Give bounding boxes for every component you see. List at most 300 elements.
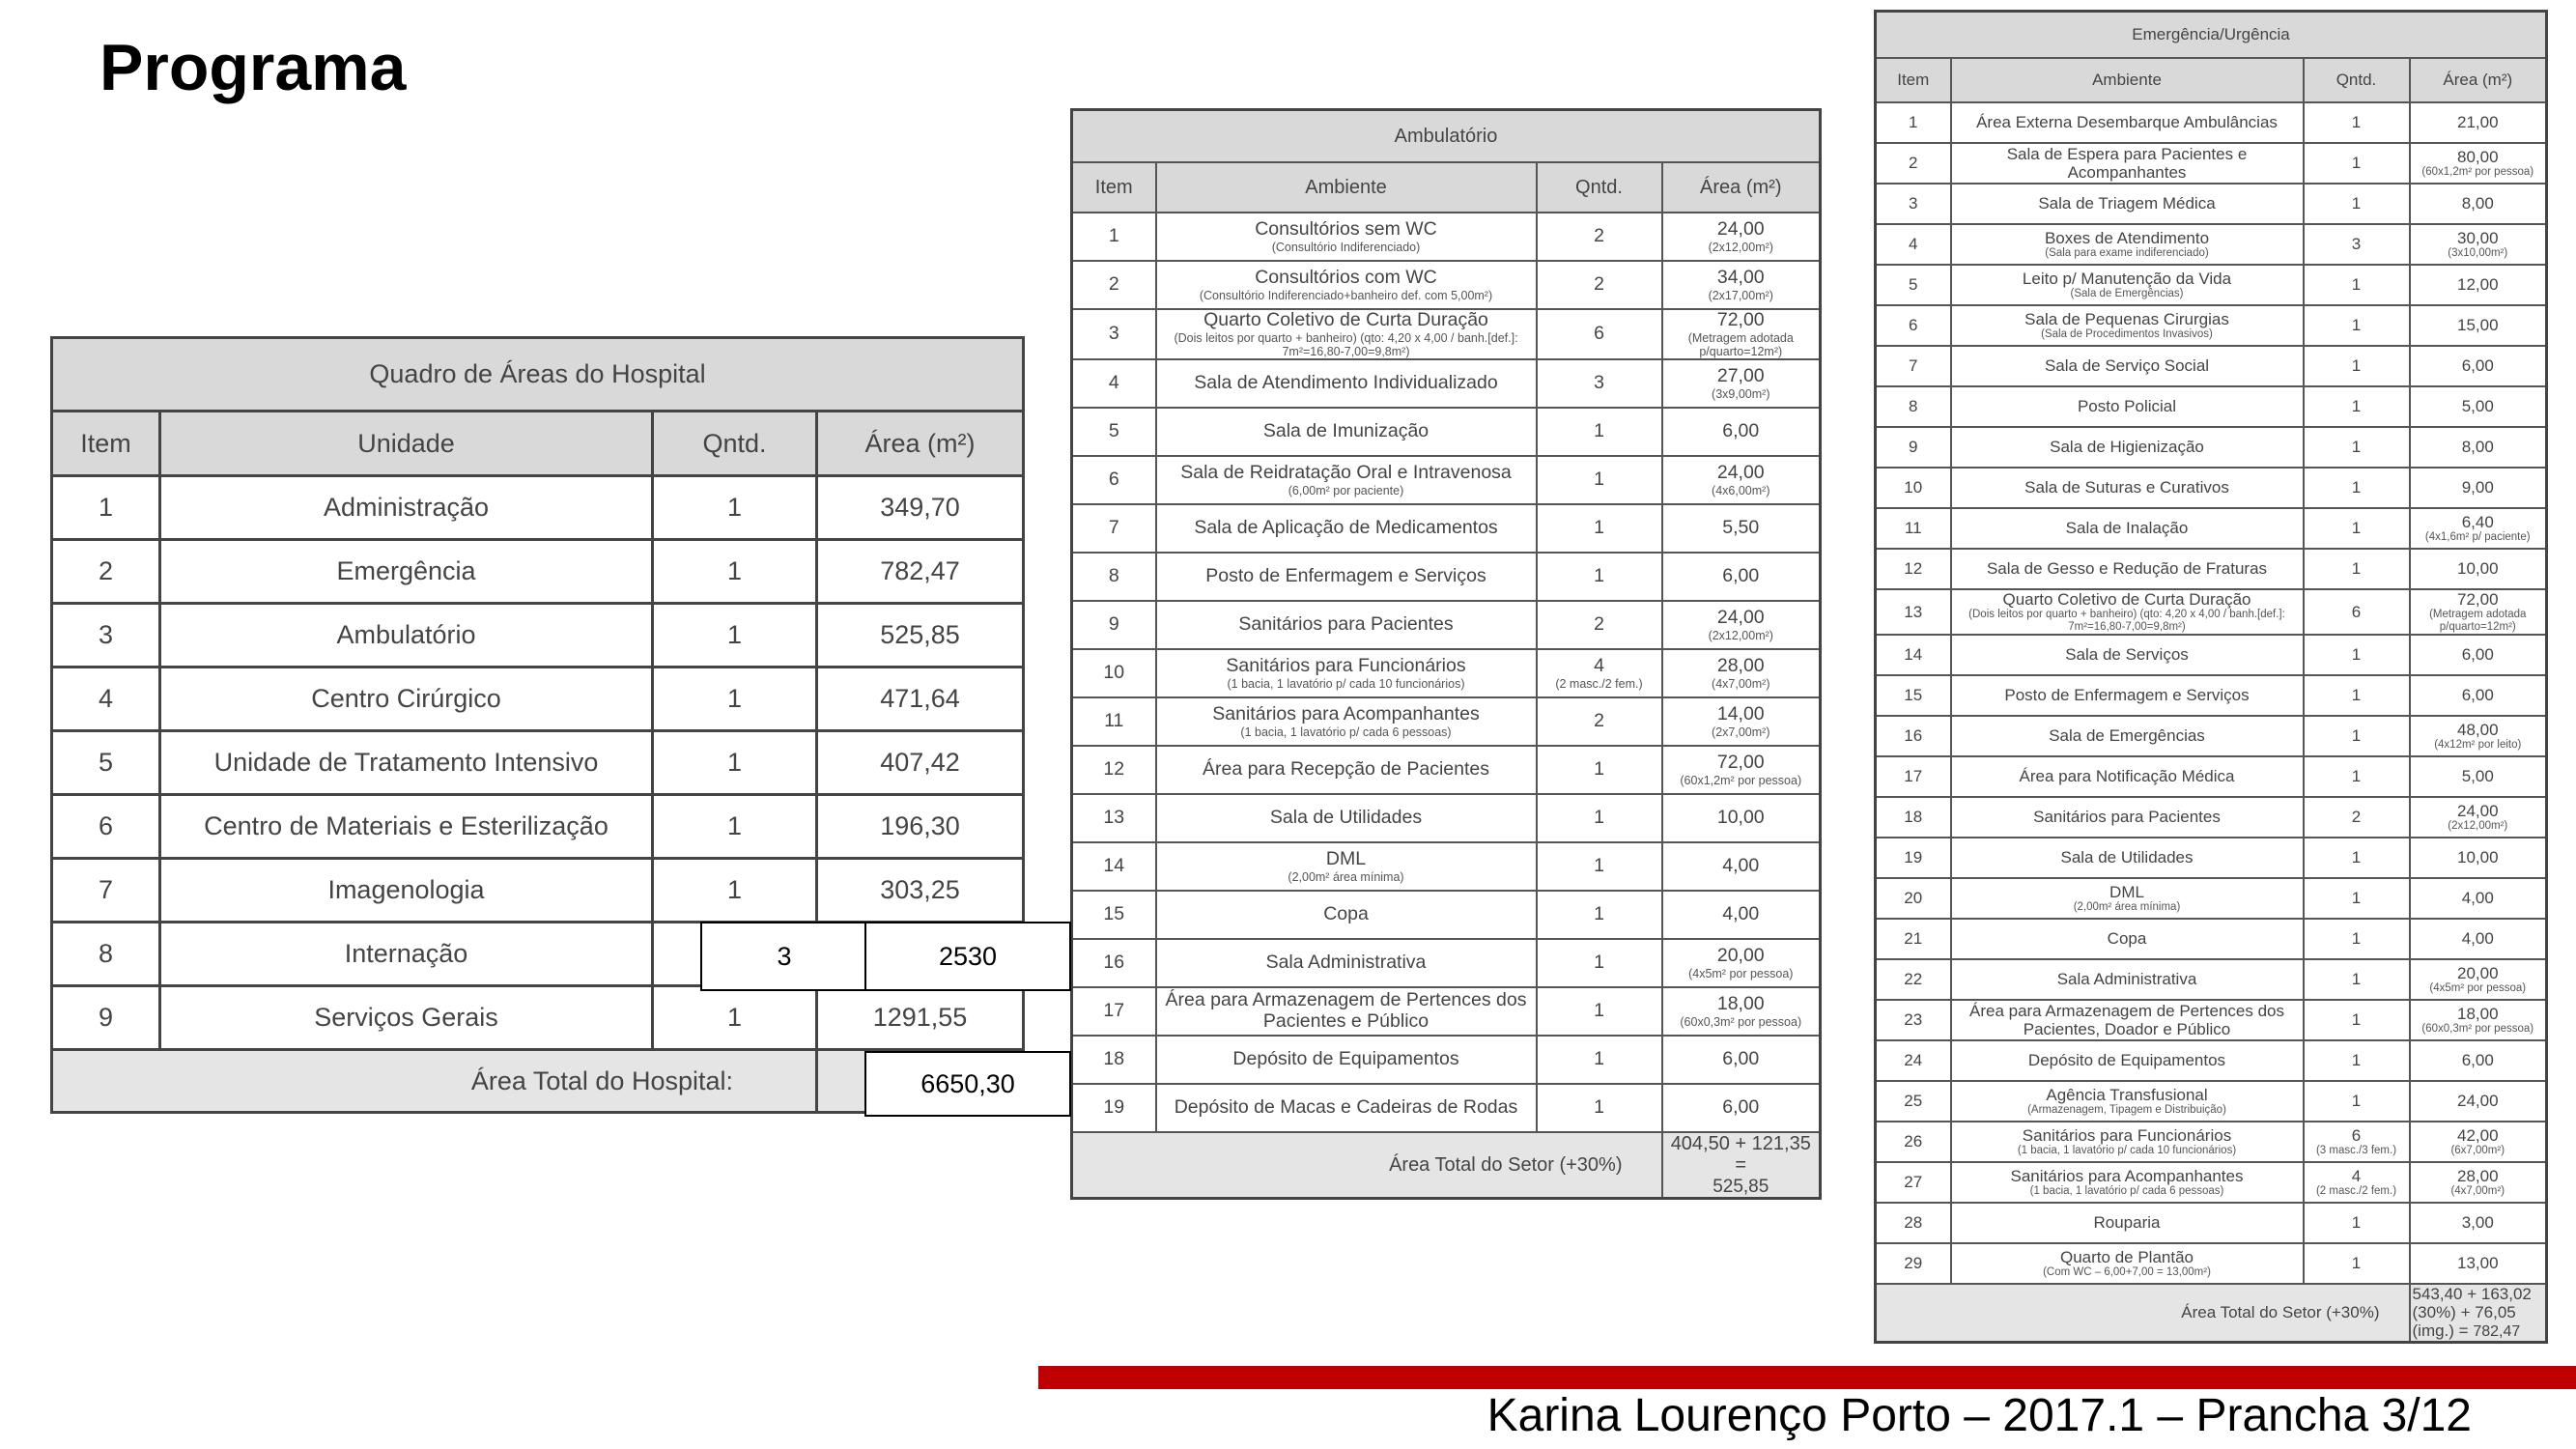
area-value: 9,00 <box>2461 478 2494 497</box>
total-value <box>2410 1284 2547 1342</box>
qntd-value: 1 <box>2351 519 2362 538</box>
table-row <box>1876 386 2547 427</box>
area-value: 6,00 <box>2461 356 2494 376</box>
qntd-value: 3 <box>1594 371 1604 393</box>
area-value: 20,00 <box>2456 963 2499 982</box>
table-row <box>1072 891 1821 939</box>
qntd-value: 2 <box>1594 709 1604 731</box>
cell-qntd: 1 <box>653 476 817 540</box>
area-value: 42,00 <box>2456 1125 2499 1145</box>
cell-area <box>1662 746 1821 794</box>
ambiente-name: Sala de Serviço Social <box>2044 356 2210 376</box>
qntd-value: 6 <box>2351 1125 2362 1145</box>
cell-area <box>2410 1243 2547 1284</box>
total-calc: 404,50 + 121,35 = <box>1670 1132 1811 1177</box>
cell-ambiente <box>1156 601 1537 649</box>
cell-area <box>1662 987 1821 1036</box>
cell-area: 1291,55 <box>817 986 1024 1050</box>
qntd-value: 6 <box>1594 323 1604 344</box>
ambiente-name: Sala de Higienização <box>2050 438 2204 457</box>
cell-ambiente <box>1951 878 2304 919</box>
table-row <box>1876 427 2547 468</box>
cell-item: 7 <box>52 859 160 923</box>
cell-item: 21 <box>1876 919 1951 959</box>
table-row <box>1072 1036 1821 1084</box>
cell-qntd <box>2304 1162 2410 1203</box>
cell-item: 6 <box>1876 305 1951 346</box>
cell-qntd <box>1537 746 1662 794</box>
qntd-value: 6 <box>2351 602 2362 621</box>
cell-area <box>1662 309 1821 359</box>
ambiente-name: Sala de Pequenas Cirurgias <box>2024 310 2229 329</box>
cell-unidade: Administração <box>160 476 653 540</box>
cell-area <box>2410 224 2547 265</box>
ambiente-name: Sala de Utilidades <box>1269 806 1423 828</box>
cell-item: 15 <box>1072 891 1156 939</box>
column-header-qntd: Qntd. <box>653 412 817 476</box>
area-value: 8,00 <box>2461 194 2494 213</box>
cell-area: 407,42 <box>817 731 1024 795</box>
table-row <box>1072 1084 1821 1132</box>
cell-item: 10 <box>1072 649 1156 697</box>
cell-item: 3 <box>52 604 160 668</box>
cell-qntd <box>2304 265 2410 305</box>
cell-qntd <box>1537 1084 1662 1132</box>
qntd-value: 1 <box>2351 113 2362 132</box>
cell-qntd <box>1537 359 1662 408</box>
cell-ambiente <box>1951 427 2304 468</box>
cell-qntd <box>1537 601 1662 649</box>
cell-ambiente <box>1951 1162 2304 1203</box>
qntd-value: 1 <box>2351 316 2362 335</box>
cell-item: 14 <box>1876 635 1951 675</box>
area-note: (4x5m² por pessoa) <box>2429 981 2527 994</box>
ambiente-note: (6,00m² por paciente) <box>1288 483 1404 497</box>
ambiente-name: Área para Notificação Médica <box>2019 767 2235 786</box>
ambiente-name: Boxes de Atendimento <box>2044 229 2210 248</box>
table-row <box>1876 838 2547 878</box>
area-value: 4,00 <box>2461 889 2494 908</box>
table-row <box>1072 601 1821 649</box>
cell-qntd <box>2304 1243 2410 1284</box>
table-row <box>52 476 1024 540</box>
cell-area <box>1662 794 1821 842</box>
qntd-value: 1 <box>1594 902 1604 924</box>
table-row <box>1876 1000 2547 1040</box>
area-value: 24,00 <box>2456 1092 2499 1111</box>
cell-item: 14 <box>1072 842 1156 891</box>
cell-area <box>2410 756 2547 797</box>
cell-qntd <box>2304 635 2410 675</box>
cell-area <box>1662 1084 1821 1132</box>
area-value: 6,00 <box>1722 419 1760 441</box>
ambiente-name: Sala de Utilidades <box>2060 848 2194 867</box>
ambiente-note: (Dois leitos por quarto + banheiro) (qto: 4,20 x 4,00 / banh.[def.]: 7m²=16,80-7,00=9,8m²) <box>1968 609 2285 633</box>
table-row <box>1072 456 1821 504</box>
cell-qntd <box>2304 184 2410 224</box>
cell-item: 13 <box>1072 794 1156 842</box>
qntd-value: 1 <box>2351 686 2362 705</box>
cell-area <box>2410 346 2547 386</box>
cell-item: 17 <box>1072 987 1156 1036</box>
cell-qntd <box>2304 549 2410 589</box>
qntd-value: 1 <box>2351 1010 2362 1030</box>
ambiente-note: (2,00m² área mínima) <box>1288 869 1404 884</box>
area-value: 80,00 <box>2456 148 2499 167</box>
qntd-value: 1 <box>1594 806 1604 828</box>
ambiente-name: DML <box>1325 847 1367 869</box>
area-note: (2x12,00m²) <box>2448 819 2508 832</box>
cell-ambiente <box>1156 456 1537 504</box>
cell-area <box>2410 468 2547 508</box>
cell-ambiente <box>1951 959 2304 1000</box>
cell-area <box>2410 508 2547 549</box>
cell-area <box>1662 649 1821 697</box>
cell-unidade: Serviços Gerais <box>160 986 653 1050</box>
qntd-value: 4 <box>1594 654 1604 676</box>
ambiente-name: Agência Transfusional <box>2046 1085 2208 1104</box>
cell-item: 19 <box>1876 838 1951 878</box>
area-value: 10,00 <box>2456 848 2499 867</box>
qntd-value: 1 <box>2351 438 2362 457</box>
area-value: 24,00 <box>1716 606 1765 628</box>
table-row <box>1876 919 2547 959</box>
qntd-value: 1 <box>2351 1092 2362 1111</box>
ambiente-note: (Armazenagem, Tipagem e Distribuição) <box>2027 1103 2226 1116</box>
ambulatorio-table <box>1070 108 1822 1200</box>
table-row <box>1072 842 1821 891</box>
cell-qntd <box>2304 468 2410 508</box>
area-value: 20,00 <box>1716 944 1765 966</box>
cell-ambiente <box>1156 939 1537 987</box>
area-value: 15,00 <box>2456 316 2499 335</box>
cell-area <box>2410 959 2547 1000</box>
qntd-value: 1 <box>2351 726 2362 746</box>
area-value: 24,00 <box>1716 461 1765 483</box>
cell-qntd: 1 <box>653 731 817 795</box>
qntd-value: 1 <box>2351 559 2362 579</box>
cell-item: 6 <box>52 795 160 859</box>
cell-item: 1 <box>1072 213 1156 261</box>
cell-ambiente <box>1156 842 1537 891</box>
table-row <box>1876 1081 2547 1122</box>
qntd-value: 1 <box>2351 356 2362 376</box>
area-value: 72,00 <box>1716 751 1765 773</box>
ambiente-name: Leito p/ Manutenção da Vida <box>2022 270 2232 289</box>
cell-item: 18 <box>1072 1036 1156 1084</box>
footer-credit: Karina Lourenço Porto – 2017.1 – Prancha 3/12 <box>1486 1390 2472 1441</box>
area-value: 3,00 <box>2461 1213 2494 1233</box>
cell-item: 10 <box>1876 468 1951 508</box>
area-value: 4,00 <box>1722 854 1760 876</box>
cell-qntd: 1 <box>653 859 817 923</box>
table-row <box>1876 549 2547 589</box>
column-header-ambiente: Ambiente <box>1951 58 2304 102</box>
ambiente-name: Sala de Inalação <box>2065 519 2189 538</box>
cell-item: 7 <box>1072 504 1156 553</box>
area-value: 21,00 <box>2456 113 2499 132</box>
total-label: Área Total do Hospital: <box>52 1050 817 1113</box>
ambiente-name: Posto Policial <box>2077 397 2177 416</box>
cell-ambiente <box>1951 265 2304 305</box>
cell-ambiente <box>1156 891 1537 939</box>
cell-unidade: Centro de Materiais e Esterilização <box>160 795 653 859</box>
cell-area <box>2410 1122 2547 1162</box>
cell-item: 22 <box>1876 959 1951 1000</box>
cell-qntd: 1 <box>653 540 817 604</box>
cell-qntd <box>2304 919 2410 959</box>
cell-item: 6 <box>1072 456 1156 504</box>
cell-item: 8 <box>1876 386 1951 427</box>
qntd-value: 2 <box>1594 225 1604 247</box>
area-value: 5,00 <box>2461 397 2494 416</box>
qntd-note: (3 masc./3 fem.) <box>2315 1144 2397 1156</box>
column-header-unidade: Unidade <box>160 412 653 476</box>
table-row <box>1072 746 1821 794</box>
internacao-area-override: 2530 <box>864 922 1071 991</box>
area-value: 5,00 <box>2461 767 2494 786</box>
qntd-value: 1 <box>2351 929 2362 949</box>
cell-area <box>2410 716 2547 756</box>
cell-ambiente <box>1951 838 2304 878</box>
cell-area <box>1662 553 1821 601</box>
cell-item: 3 <box>1072 309 1156 359</box>
area-value: 24,00 <box>2456 801 2499 820</box>
table-row <box>1072 309 1821 359</box>
ambiente-name: Copa <box>1323 902 1369 924</box>
ambiente-name: Sala Administrativa <box>1265 951 1427 973</box>
cell-area <box>2410 1162 2547 1203</box>
area-value: 72,00 <box>1716 309 1765 330</box>
ambiente-name: Sala Administrativa <box>2056 970 2197 989</box>
area-value: 12,00 <box>2456 275 2499 295</box>
cell-area <box>2410 878 2547 919</box>
area-note: (4x12m² por leito) <box>2434 738 2522 751</box>
column-header-item: Item <box>52 412 160 476</box>
cell-ambiente <box>1951 1122 2304 1162</box>
qntd-value: 1 <box>2351 848 2362 867</box>
qntd-value: 4 <box>2351 1166 2362 1185</box>
ambiente-name: Sala de Aplicação de Medicamentos <box>1194 516 1498 538</box>
cell-qntd <box>1537 697 1662 746</box>
ambiente-name: Quarto Coletivo de Curta Duração <box>1203 309 1488 330</box>
area-note: (2x12,00m²) <box>1708 240 1773 254</box>
cell-qntd <box>2304 959 2410 1000</box>
area-note: (4x7,00m²) <box>2450 1184 2505 1197</box>
cell-ambiente <box>1951 346 2304 386</box>
cell-qntd <box>1537 261 1662 309</box>
cell-item: 8 <box>1072 553 1156 601</box>
table-row <box>1072 261 1821 309</box>
cell-qntd <box>1537 891 1662 939</box>
area-note: (60x1,2m² por pessoa) <box>1680 773 1802 787</box>
area-note: (60x1,2m² por pessoa) <box>2421 166 2534 179</box>
ambiente-name: Sala de Gesso e Redução de Fraturas <box>1986 559 2268 579</box>
area-note: (Metragem adotada p/quarto=12m²) <box>2429 609 2527 633</box>
cell-item: 2 <box>1876 143 1951 184</box>
cell-unidade: Emergência <box>160 540 653 604</box>
ambiente-name: Quarto de Plantão <box>2060 1247 2194 1266</box>
cell-area <box>1662 408 1821 456</box>
qntd-value: 3 <box>2351 235 2362 254</box>
column-header-qntd: Qntd. <box>1537 162 1662 213</box>
cell-ambiente <box>1951 468 2304 508</box>
ambiente-name: Sanitários para Pacientes <box>2033 808 2221 827</box>
table-row <box>52 986 1024 1050</box>
area-value: 8,00 <box>2461 438 2494 457</box>
ambiente-note: (Com WC – 6,00+7,00 = 13,00m²) <box>2043 1265 2211 1278</box>
qntd-value: 1 <box>2351 970 2362 989</box>
cell-ambiente <box>1951 102 2304 143</box>
ambiente-note: (1 bacia, 1 lavatório p/ cada 10 funcionários) <box>2017 1144 2237 1156</box>
area-note: (60x0,3m² por pessoa) <box>1680 1014 1802 1029</box>
area-note: (4x1,6m² p/ paciente) <box>2424 531 2531 544</box>
cell-item: 13 <box>1876 589 1951 635</box>
table-row <box>1876 756 2547 797</box>
area-value: 13,00 <box>2456 1254 2499 1273</box>
cell-qntd: 1 <box>653 795 817 859</box>
cell-ambiente <box>1951 756 2304 797</box>
cell-area <box>1662 359 1821 408</box>
cell-qntd <box>1537 987 1662 1036</box>
cell-unidade: Centro Cirúrgico <box>160 668 653 731</box>
cell-area <box>1662 261 1821 309</box>
cell-item: 29 <box>1876 1243 1951 1284</box>
cell-area <box>2410 838 2547 878</box>
area-value: 48,00 <box>2456 720 2499 739</box>
cell-ambiente <box>1156 746 1537 794</box>
cell-item: 2 <box>52 540 160 604</box>
total-row <box>1072 1132 1821 1199</box>
cell-area <box>2410 1040 2547 1081</box>
ambiente-note: (1 bacia, 1 lavatório p/ cada 6 pessoas) <box>2029 1184 2224 1197</box>
cell-qntd <box>2304 756 2410 797</box>
cell-ambiente <box>1951 386 2304 427</box>
cell-ambiente <box>1156 504 1537 553</box>
cell-item: 4 <box>1876 224 1951 265</box>
ambiente-name: Rouparia <box>2093 1213 2161 1233</box>
cell-qntd <box>2304 1122 2410 1162</box>
cell-item: 25 <box>1876 1081 1951 1122</box>
table-row <box>1072 697 1821 746</box>
table-row <box>1876 102 2547 143</box>
cell-qntd <box>1537 309 1662 359</box>
cell-qntd <box>2304 675 2410 716</box>
table-row <box>1876 878 2547 919</box>
footer-red-bar <box>1038 1366 2576 1389</box>
table-row <box>52 540 1024 604</box>
ambiente-name: Sanitários para Funcionários <box>1226 654 1466 676</box>
cell-qntd <box>2304 838 2410 878</box>
cell-ambiente <box>1951 919 2304 959</box>
column-header-qntd: Qntd. <box>2304 58 2410 102</box>
table-row <box>1876 1122 2547 1162</box>
cell-qntd: 1 <box>653 604 817 668</box>
area-value: 6,40 <box>2461 513 2494 532</box>
area-value: 18,00 <box>1716 992 1765 1014</box>
area-value: 6,00 <box>2461 645 2494 665</box>
cell-area <box>2410 143 2547 184</box>
table-row <box>1072 987 1821 1036</box>
cell-ambiente <box>1156 1036 1537 1084</box>
cell-area <box>1662 891 1821 939</box>
column-header-area: Área (m²) <box>2410 58 2547 102</box>
area-value: 5,50 <box>1722 516 1760 538</box>
qntd-value: 1 <box>1594 999 1604 1021</box>
area-note: (2x12,00m²) <box>1708 628 1773 642</box>
cell-qntd <box>2304 346 2410 386</box>
table-row <box>52 604 1024 668</box>
qntd-note: (2 masc./2 fem.) <box>2315 1184 2397 1197</box>
area-value: 10,00 <box>2456 559 2499 579</box>
cell-item: 23 <box>1876 1000 1951 1040</box>
cell-item: 8 <box>52 923 160 986</box>
table-row <box>1876 143 2547 184</box>
ambiente-name: Depósito de Equipamentos <box>1232 1047 1459 1069</box>
qntd-value: 1 <box>1594 1047 1604 1069</box>
ambiente-name: Sanitários para Pacientes <box>1238 612 1454 635</box>
table-row <box>1072 359 1821 408</box>
cell-qntd <box>2304 1203 2410 1243</box>
cell-qntd: 1 <box>653 668 817 731</box>
qntd-value: 1 <box>2351 154 2362 173</box>
area-value: 14,00 <box>1716 702 1765 724</box>
ambiente-note: (1 bacia, 1 lavatório p/ cada 6 pessoas) <box>1240 724 1452 739</box>
cell-area <box>1662 601 1821 649</box>
emergencia-table <box>1874 10 2548 1344</box>
cell-unidade: Internação <box>160 923 653 986</box>
cell-qntd <box>2304 1081 2410 1122</box>
cell-qntd: 1 <box>653 986 817 1050</box>
ambiente-note: (Dois leitos por quarto + banheiro) (qto: 4,20 x 4,00 / banh.[def.]: 7m²=16,80-7,00=9,8m²) <box>1174 330 1518 358</box>
ambiente-name: Depósito de Equipamentos <box>2027 1051 2226 1070</box>
cell-qntd <box>1537 794 1662 842</box>
cell-item: 1 <box>1876 102 1951 143</box>
cell-ambiente <box>1156 261 1537 309</box>
cell-item: 16 <box>1072 939 1156 987</box>
cell-qntd <box>1537 1036 1662 1084</box>
table-row <box>1072 794 1821 842</box>
table-row <box>1876 959 2547 1000</box>
area-value: 4,00 <box>1722 902 1760 924</box>
cell-item: 3 <box>1876 184 1951 224</box>
cell-area <box>2410 265 2547 305</box>
area-note: (6x7,00m²) <box>2450 1144 2505 1156</box>
cell-qntd <box>2304 224 2410 265</box>
cell-qntd <box>1537 504 1662 553</box>
ambiente-note: (Consultório Indiferenciado+banheiro def. com 5,00m²) <box>1199 288 1493 302</box>
qntd-value: 1 <box>2351 397 2362 416</box>
qntd-value: 1 <box>1594 468 1604 490</box>
ambiente-name: Posto de Enfermagem e Serviços <box>1205 564 1486 586</box>
ambiente-name: Sala de Triagem Médica <box>2038 194 2216 213</box>
cell-qntd <box>1537 456 1662 504</box>
table-row <box>1876 797 2547 838</box>
area-note: (4x5m² por pessoa) <box>1688 966 1794 980</box>
cell-area <box>2410 797 2547 838</box>
cell-area: 303,25 <box>817 859 1024 923</box>
area-value: 28,00 <box>2456 1166 2499 1185</box>
cell-ambiente <box>1156 987 1537 1036</box>
ambiente-name: Sala de Imunização <box>1262 419 1430 441</box>
cell-area <box>1662 697 1821 746</box>
total-label: Área Total do Setor (+30%) <box>1072 1132 1662 1199</box>
cell-ambiente <box>1156 1084 1537 1132</box>
cell-item: 28 <box>1876 1203 1951 1243</box>
table-row <box>52 731 1024 795</box>
cell-ambiente <box>1951 1000 2304 1040</box>
table-row <box>1876 589 2547 635</box>
